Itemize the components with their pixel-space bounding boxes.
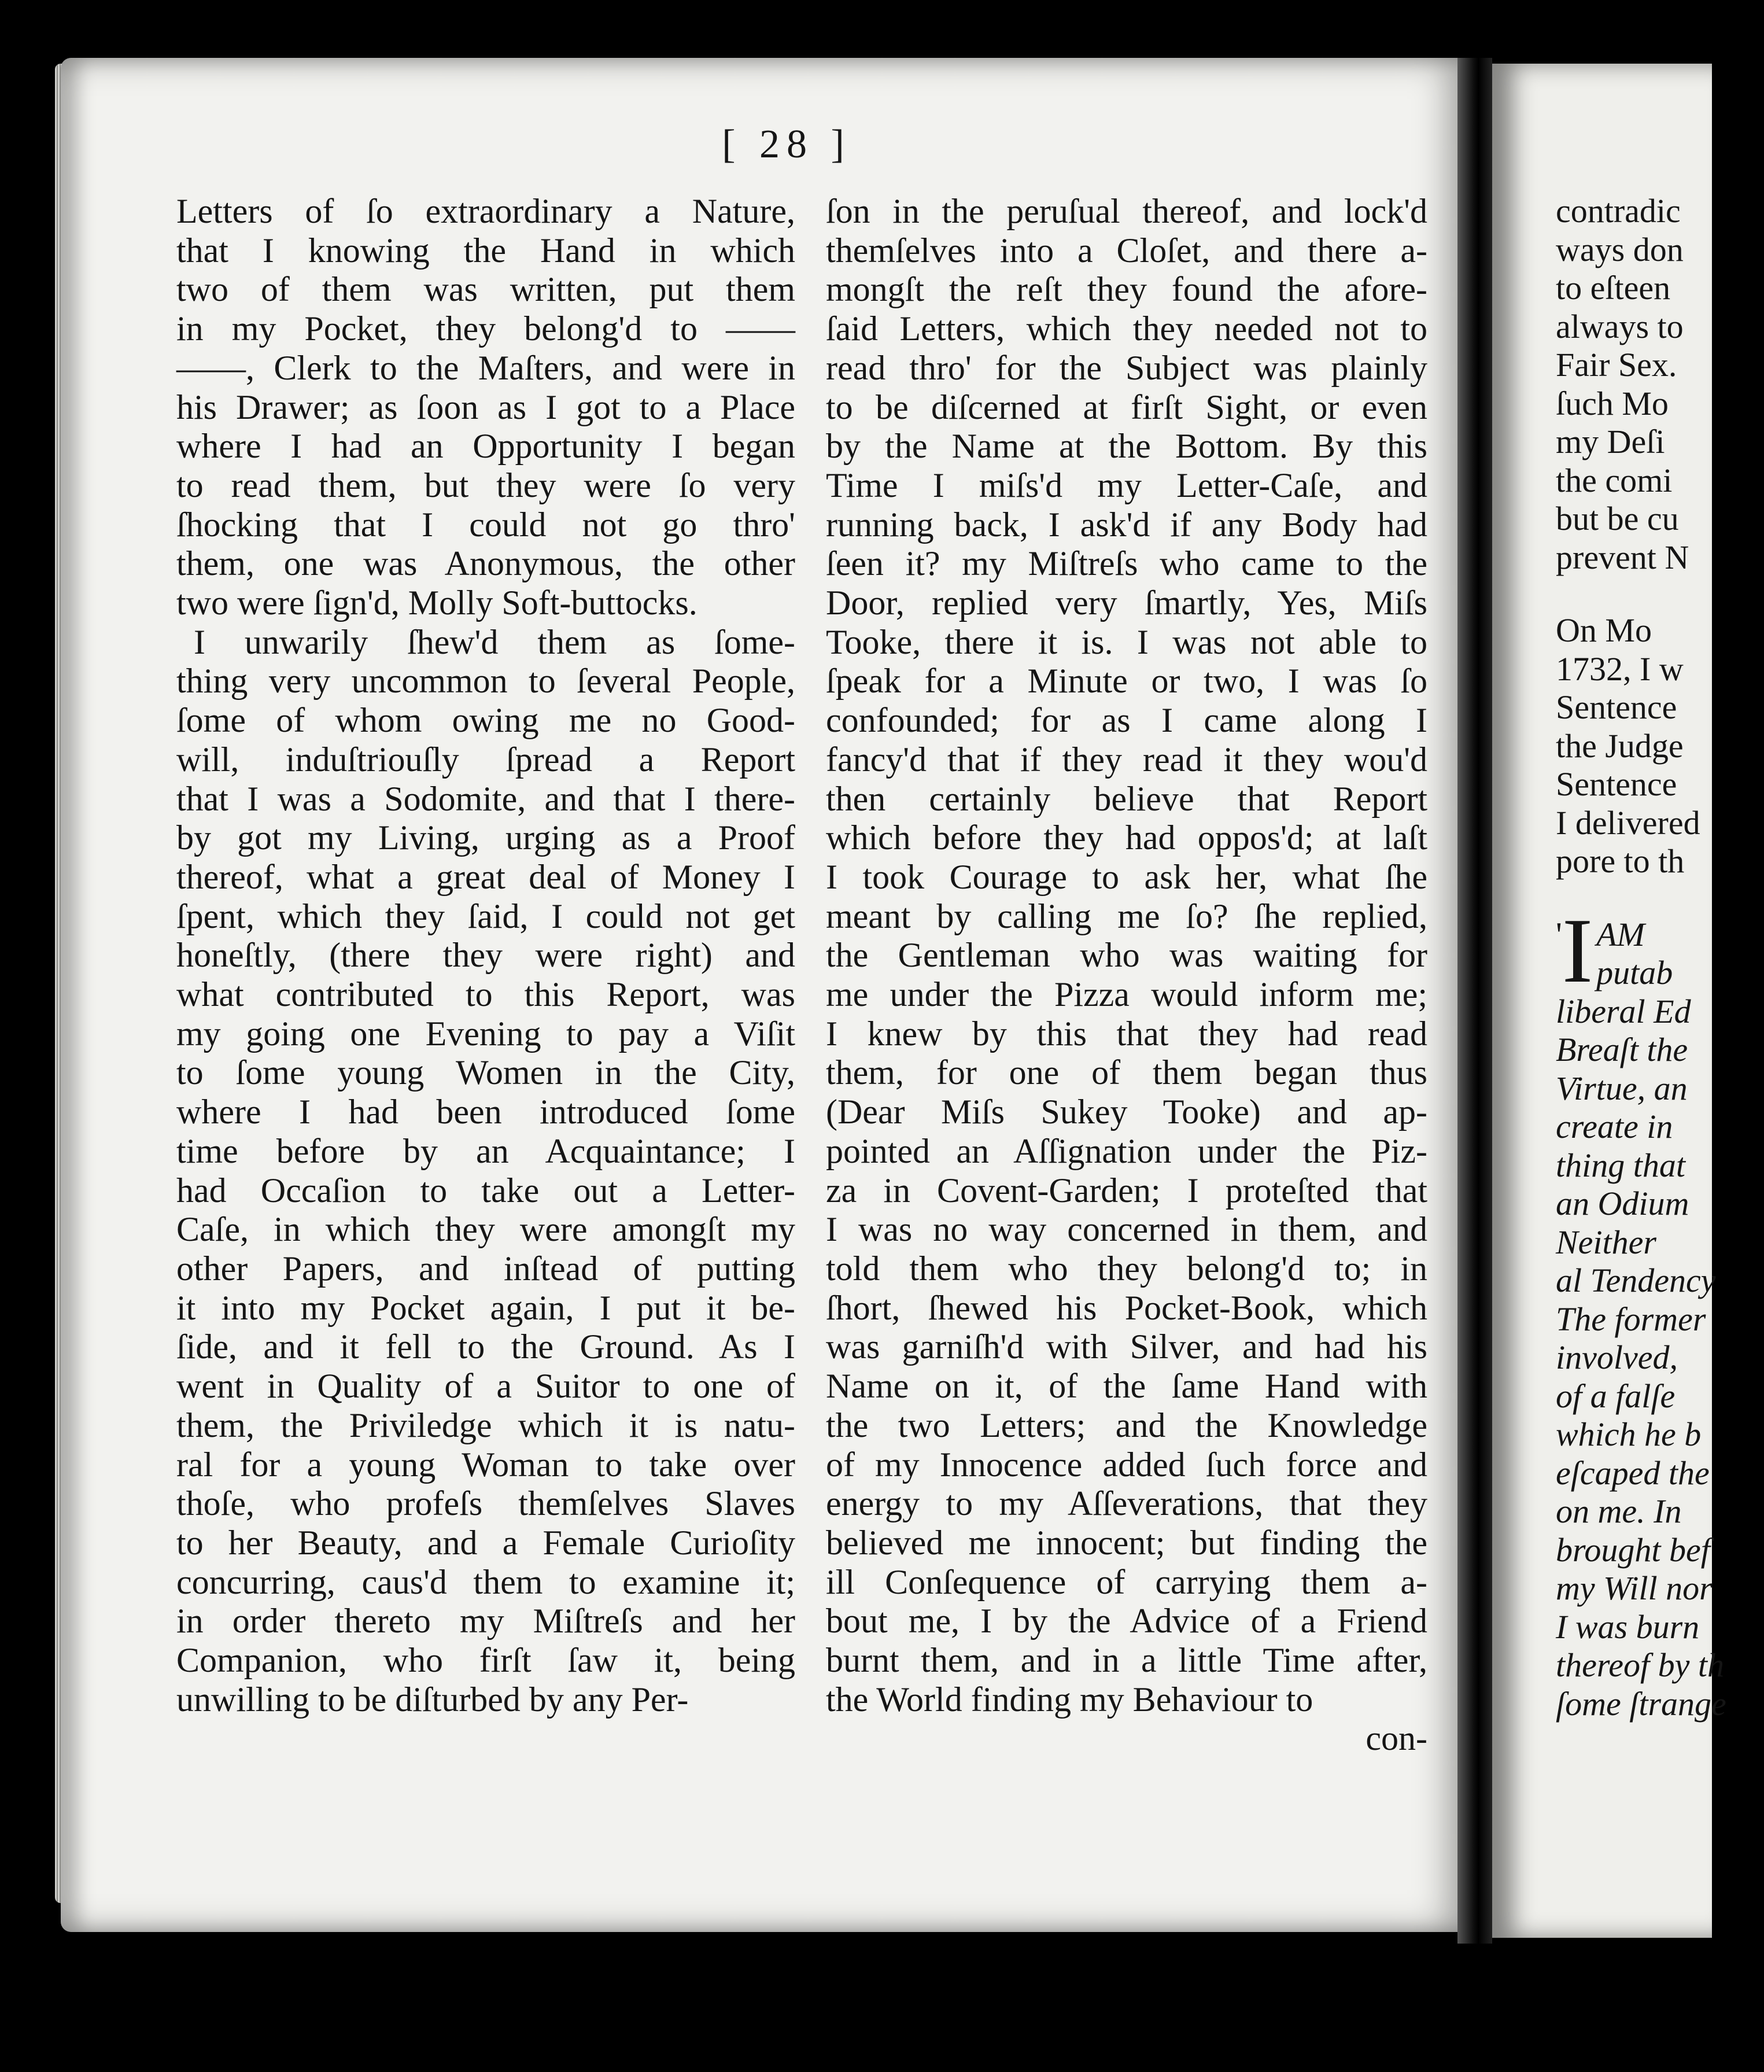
text-line: but be cu [1556,500,1679,537]
text-line: my going one Evening to pay a Viſit [176,1014,795,1053]
text-line: ill Conſequence of carrying them a- [826,1562,1427,1601]
text-line: ſeen it? my Miſtreſs who came to the [826,544,1427,583]
text-line: the two Letters; and the Knowledge [826,1406,1427,1444]
text-line: believed me innocent; but finding the [826,1523,1427,1562]
text-line: ways don [1556,230,1684,268]
text-line: eſcaped the [1556,1454,1710,1492]
text-line: thing very uncommon to ſeveral People, [176,662,795,701]
text-line: Sentence [1556,765,1677,803]
text-line: ſome of whom owing me no Good- [176,701,795,740]
text-line: mongſt the reſt they found the afore- [826,270,1427,309]
text-line: by the Name at the Bottom. By this [826,427,1427,466]
text-line: ral for a young Woman to take over [176,1445,795,1484]
text-line: ſaid Letters, which they needed not to [826,309,1427,348]
open-quote: ' [1556,915,1562,954]
text-line: my Will nor [1556,1569,1713,1607]
text-line: pointed an Aſſignation under the Piz- [826,1131,1427,1170]
book-gutter [1457,58,1492,1944]
text-line: Virtue, an [1556,1069,1688,1107]
text-line: where I had an Opportunity I began [176,427,795,466]
text-line: themſelves into a Cloſet, and there a- [826,231,1427,270]
text-line: liberal Ed [1556,992,1691,1030]
text-line: brought bef [1556,1531,1710,1569]
text-line: meant by calling me ſo? ſhe replied, [826,897,1427,935]
text-line: ſon in the peruſual thereof, and lock'd [826,192,1427,230]
text-line: ſide, and it fell to the Ground. As I [176,1328,795,1366]
text-line: always to [1556,307,1684,345]
text-line: ſpeak for a Minute or two, I was ſo [826,662,1427,701]
text-line: was garniſh'd with Silver, and had his [826,1328,1427,1366]
text-line: I was burn [1556,1608,1700,1646]
text-line: will, induſtriouſly ſpread a Report [176,740,795,779]
text-line: them, one was Anonymous, the other [176,544,795,583]
page-number-header: [ 28 ] [722,122,851,167]
text-line: Breaſt the [1556,1031,1688,1068]
text-line: them, for one of them began thus [826,1053,1427,1092]
text-line: I knew by this that they had read [826,1014,1427,1053]
text-line: of a falſe [1556,1377,1676,1415]
text-line: Name on it, of the ſame Hand with [826,1367,1427,1406]
text-line: that I was a Sodomite, and that I there- [176,779,795,818]
text-line: putab [1596,954,1673,991]
drop-cap: I [1562,898,1593,1002]
text-line: where I had been introduced ſome [176,1093,795,1131]
text-line: ſhort, ſhewed his Pocket-Book, which [826,1288,1427,1327]
text-line: I delivered [1556,803,1700,842]
text-line: confounded; for as I came along I [826,701,1427,740]
text-line: thoſe, who profeſs themſelves Slaves [176,1484,795,1523]
text-line: them, the Priviledge which it is natu- [176,1406,795,1444]
text-line: unwilling to be diſturbed by any Per- [176,1680,689,1719]
text-line: what contributed to this Report, was [176,975,795,1014]
text-line: za in Covent-Garden; I proteſted that [826,1171,1427,1210]
text-line: Door, replied very ſmartly, Yes, Miſs [826,584,1427,622]
middle-text-column [826,192,1427,1758]
text-line: con- [1366,1719,1427,1758]
text-line: to be diſcerned at firſt Sight, or even [826,388,1427,426]
text-line: concurring, caus'd them to examine it; [176,1562,795,1601]
text-line: to eſteen [1556,269,1671,307]
text-line: Caſe, in which they were amongſt my [176,1210,795,1249]
text-line: the comi [1556,461,1673,499]
text-line: then certainly believe that Report [826,779,1427,818]
text-line: thereof by th [1556,1646,1724,1684]
text-line: ſuch Mo [1556,384,1669,422]
text-line: to read them, but they were ſo very [176,466,795,504]
text-line: create in [1556,1108,1673,1145]
text-line: involved, [1556,1339,1678,1376]
text-line: an Odium [1556,1185,1689,1222]
text-line: me under the Pizza would inform me; [826,975,1427,1014]
text-line: Time I miſs'd my Letter-Caſe, and [826,466,1427,504]
text-line: two were ſign'd, Molly Soft-buttocks. [176,584,698,622]
text-line: thereof, what a great deal of Money I [176,857,795,896]
text-line: AM [1596,915,1645,953]
text-line: read thro' for the Subject was plainly [826,348,1427,387]
text-line: Neither [1556,1223,1656,1261]
text-line: had Occaſion to take out a Letter- [176,1171,795,1210]
text-line: fancy'd that if they read it they wou'd [826,740,1427,779]
text-line: went in Quality of a Suitor to one of [176,1367,795,1406]
text-line: the World finding my Behaviour to [826,1680,1313,1719]
text-line: running back, I ask'd if any Body had [826,505,1427,544]
text-line: Tooke, there it is. I was not able to [826,622,1427,661]
text-line: time before by an Acquaintance; I [176,1131,795,1170]
text-line: burnt them, and in a little Time after, [826,1641,1427,1680]
text-line: On Mo [1556,611,1652,649]
text-line: in order thereto my Miſtreſs and her [176,1602,795,1640]
text-line: ſhocking that I could not go thro' [176,505,795,544]
text-line: al Tendency [1556,1262,1716,1299]
text-line: it into my Pocket again, I put it be- [176,1288,795,1327]
text-line: pore to th [1556,842,1685,880]
text-line: (Dear Miſs Sukey Tooke) and ap- [826,1093,1427,1131]
text-line: to her Beauty, and a Female Curioſity [176,1523,795,1562]
text-line: which before they had oppos'd; at laſt [826,819,1427,857]
right-text-column [1556,192,1764,1723]
text-line: other Papers, and inſtead of putting [176,1249,795,1288]
text-line: contradic [1556,192,1681,230]
text-line: the Judge [1556,727,1684,765]
text-line: his Drawer; as ſoon as I got to a Place [176,388,795,426]
text-line: Companion, who firſt ſaw it, being [176,1641,795,1680]
text-line: I unwarily ſhew'd them as ſome- [194,622,795,661]
text-line: I was no way concerned in them, and [826,1210,1427,1249]
left-text-column [176,192,795,1719]
text-line: Letters of ſo extraordinary a Nature, [176,192,795,230]
text-line: which he b [1556,1415,1702,1453]
text-line: 1732, I w [1556,650,1684,688]
text-line: by got my Living, urging as a Proof [176,819,795,857]
text-line: the Gentleman who was waiting for [826,936,1427,975]
text-line: bout me, I by the Advice of a Friend [826,1602,1427,1640]
text-line: my Deſi [1556,423,1665,460]
text-line: thing that [1556,1146,1685,1184]
text-line: energy to my Aſſeverations, that they [826,1484,1427,1523]
text-line: I took Courage to ask her, what ſhe [826,857,1427,896]
text-line: to ſome young Women in the City, [176,1053,795,1092]
text-line: Sentence [1556,688,1677,726]
text-line: told them who they belong'd to; in [826,1249,1427,1288]
text-line: ——, Clerk to the Maſters, and were in [176,348,795,387]
text-line: prevent N [1556,538,1689,576]
text-line: ſpent, which they ſaid, I could not get [176,897,795,935]
text-line: that I knowing the Hand in which [176,231,795,270]
text-line: honeſtly, (there they were right) and [176,936,795,975]
text-line: in my Pocket, they belong'd to —— [176,309,795,348]
text-line: Fair Sex. [1556,346,1677,384]
text-line: ſome ſtrange [1556,1684,1726,1723]
text-line: two of them was written, put them [176,270,795,309]
text-line: The former [1556,1300,1706,1338]
text-line: of my Innocence added ſuch force and [826,1445,1427,1484]
text-line: on me. In [1556,1492,1682,1530]
